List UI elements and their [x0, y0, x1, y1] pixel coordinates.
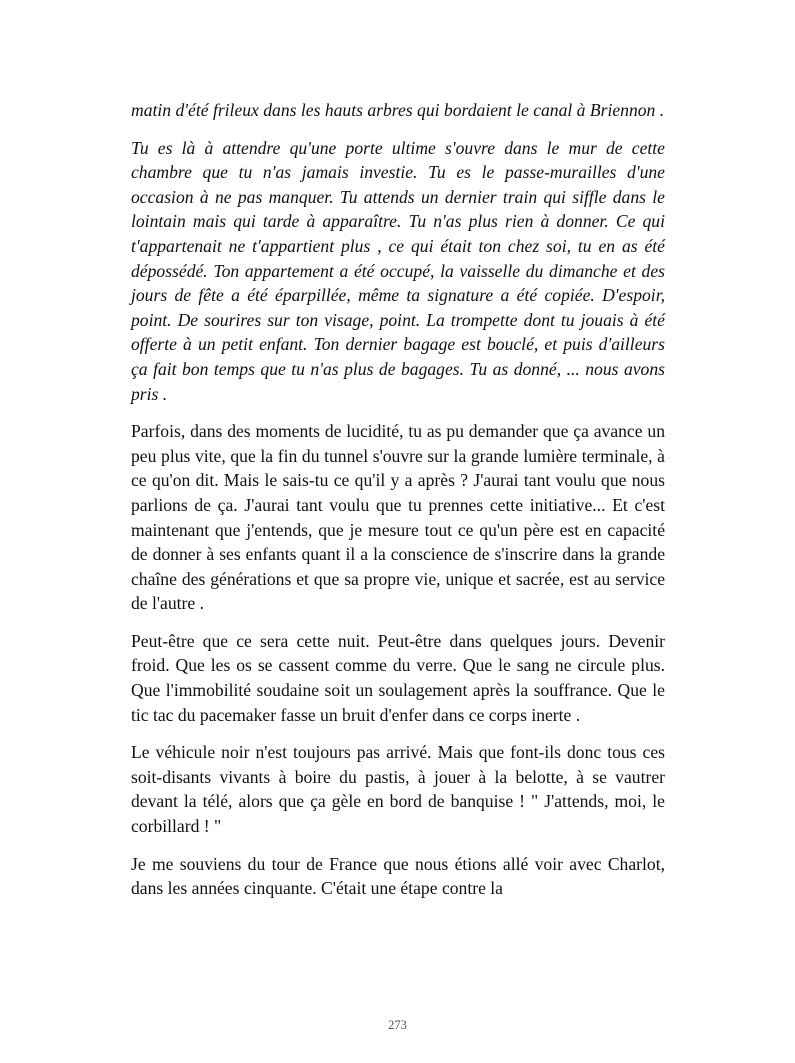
paragraph-4: Peut-être que ce sera cette nuit. Peut-être dans quelques jours. Devenir froid. Que les os se cassent comme du verre. Que le sang ne circule plus. Que l'immobilité soudaine soit un soulagement après la souffrance. Que le tic tac du pacemaker fasse un bruit d'enfer dans ce corps inerte .	[131, 630, 665, 725]
page-number: 273	[388, 1018, 407, 1032]
paragraph-6: Je me souviens du tour de France que nous étions allé voir avec Charlot, dans les années cinquante. C'était une étape contre la	[131, 853, 665, 899]
paragraph-2: Tu es là à attendre qu'une porte ultime s'ouvre dans le mur de cette chambre que tu n'as jamais investie. Tu es le passe-murailles d'une occasion à ne pas manquer. Tu attends un dernier train qui siffle dans le lointain mais qui tarde à apparaître. Tu n'as plus rien à donner. Ce qui t'appartenait ne t'appartient plus , ce qui était ton chez soi, tu en as été dépossédé. Ton appartement a été occupé, la vaisselle du dimanche et des jours de fête a été éparpillée, même ta signature a été copiée. D'espoir, point. De sourires sur ton visage, point. La trompette dont tu jouais à été offerte à un petit enfant. Ton dernier bagage est bouclé, et puis d'ailleurs ça fait bon temps que tu n'as plus de bagages. Tu as donné, ... nous avons pris .	[131, 137, 665, 404]
paragraph-1: matin d'été frileux dans les hauts arbres qui bordaient le canal à Briennon .	[131, 100, 665, 120]
paragraph-3: Parfois, dans des moments de lucidité, tu as pu demander que ça avance un peu plus vite, que la fin du tunnel s'ouvre sur la grande lumière terminale, à ce qu'on dit. Mais le sais-tu ce qu'il y a après ? J'aurai tant voulu que nous parlions de ça. J'aurai tant voulu que tu prennes cette initiative... Et c'est maintenant que j'entends, que je mesure tout ce qu'un père est en capacité de donner à ses enfants quant il a la conscience de s'inscrire dans la grande chaîne des générations et que sa propre vie, unique et sacrée, est au service de l'autre .	[131, 421, 665, 614]
page-body	[131, 98, 665, 914]
paragraph-5: Le véhicule noir n'est toujours pas arrivé. Mais que font-ils donc tous ces soit-disants vivants à boire du pastis, à jouer à la belotte, à se vautrer devant la télé, alors que ça gèle en bord de banquise ! " J'attends, moi, le corbillard ! "	[131, 742, 665, 837]
